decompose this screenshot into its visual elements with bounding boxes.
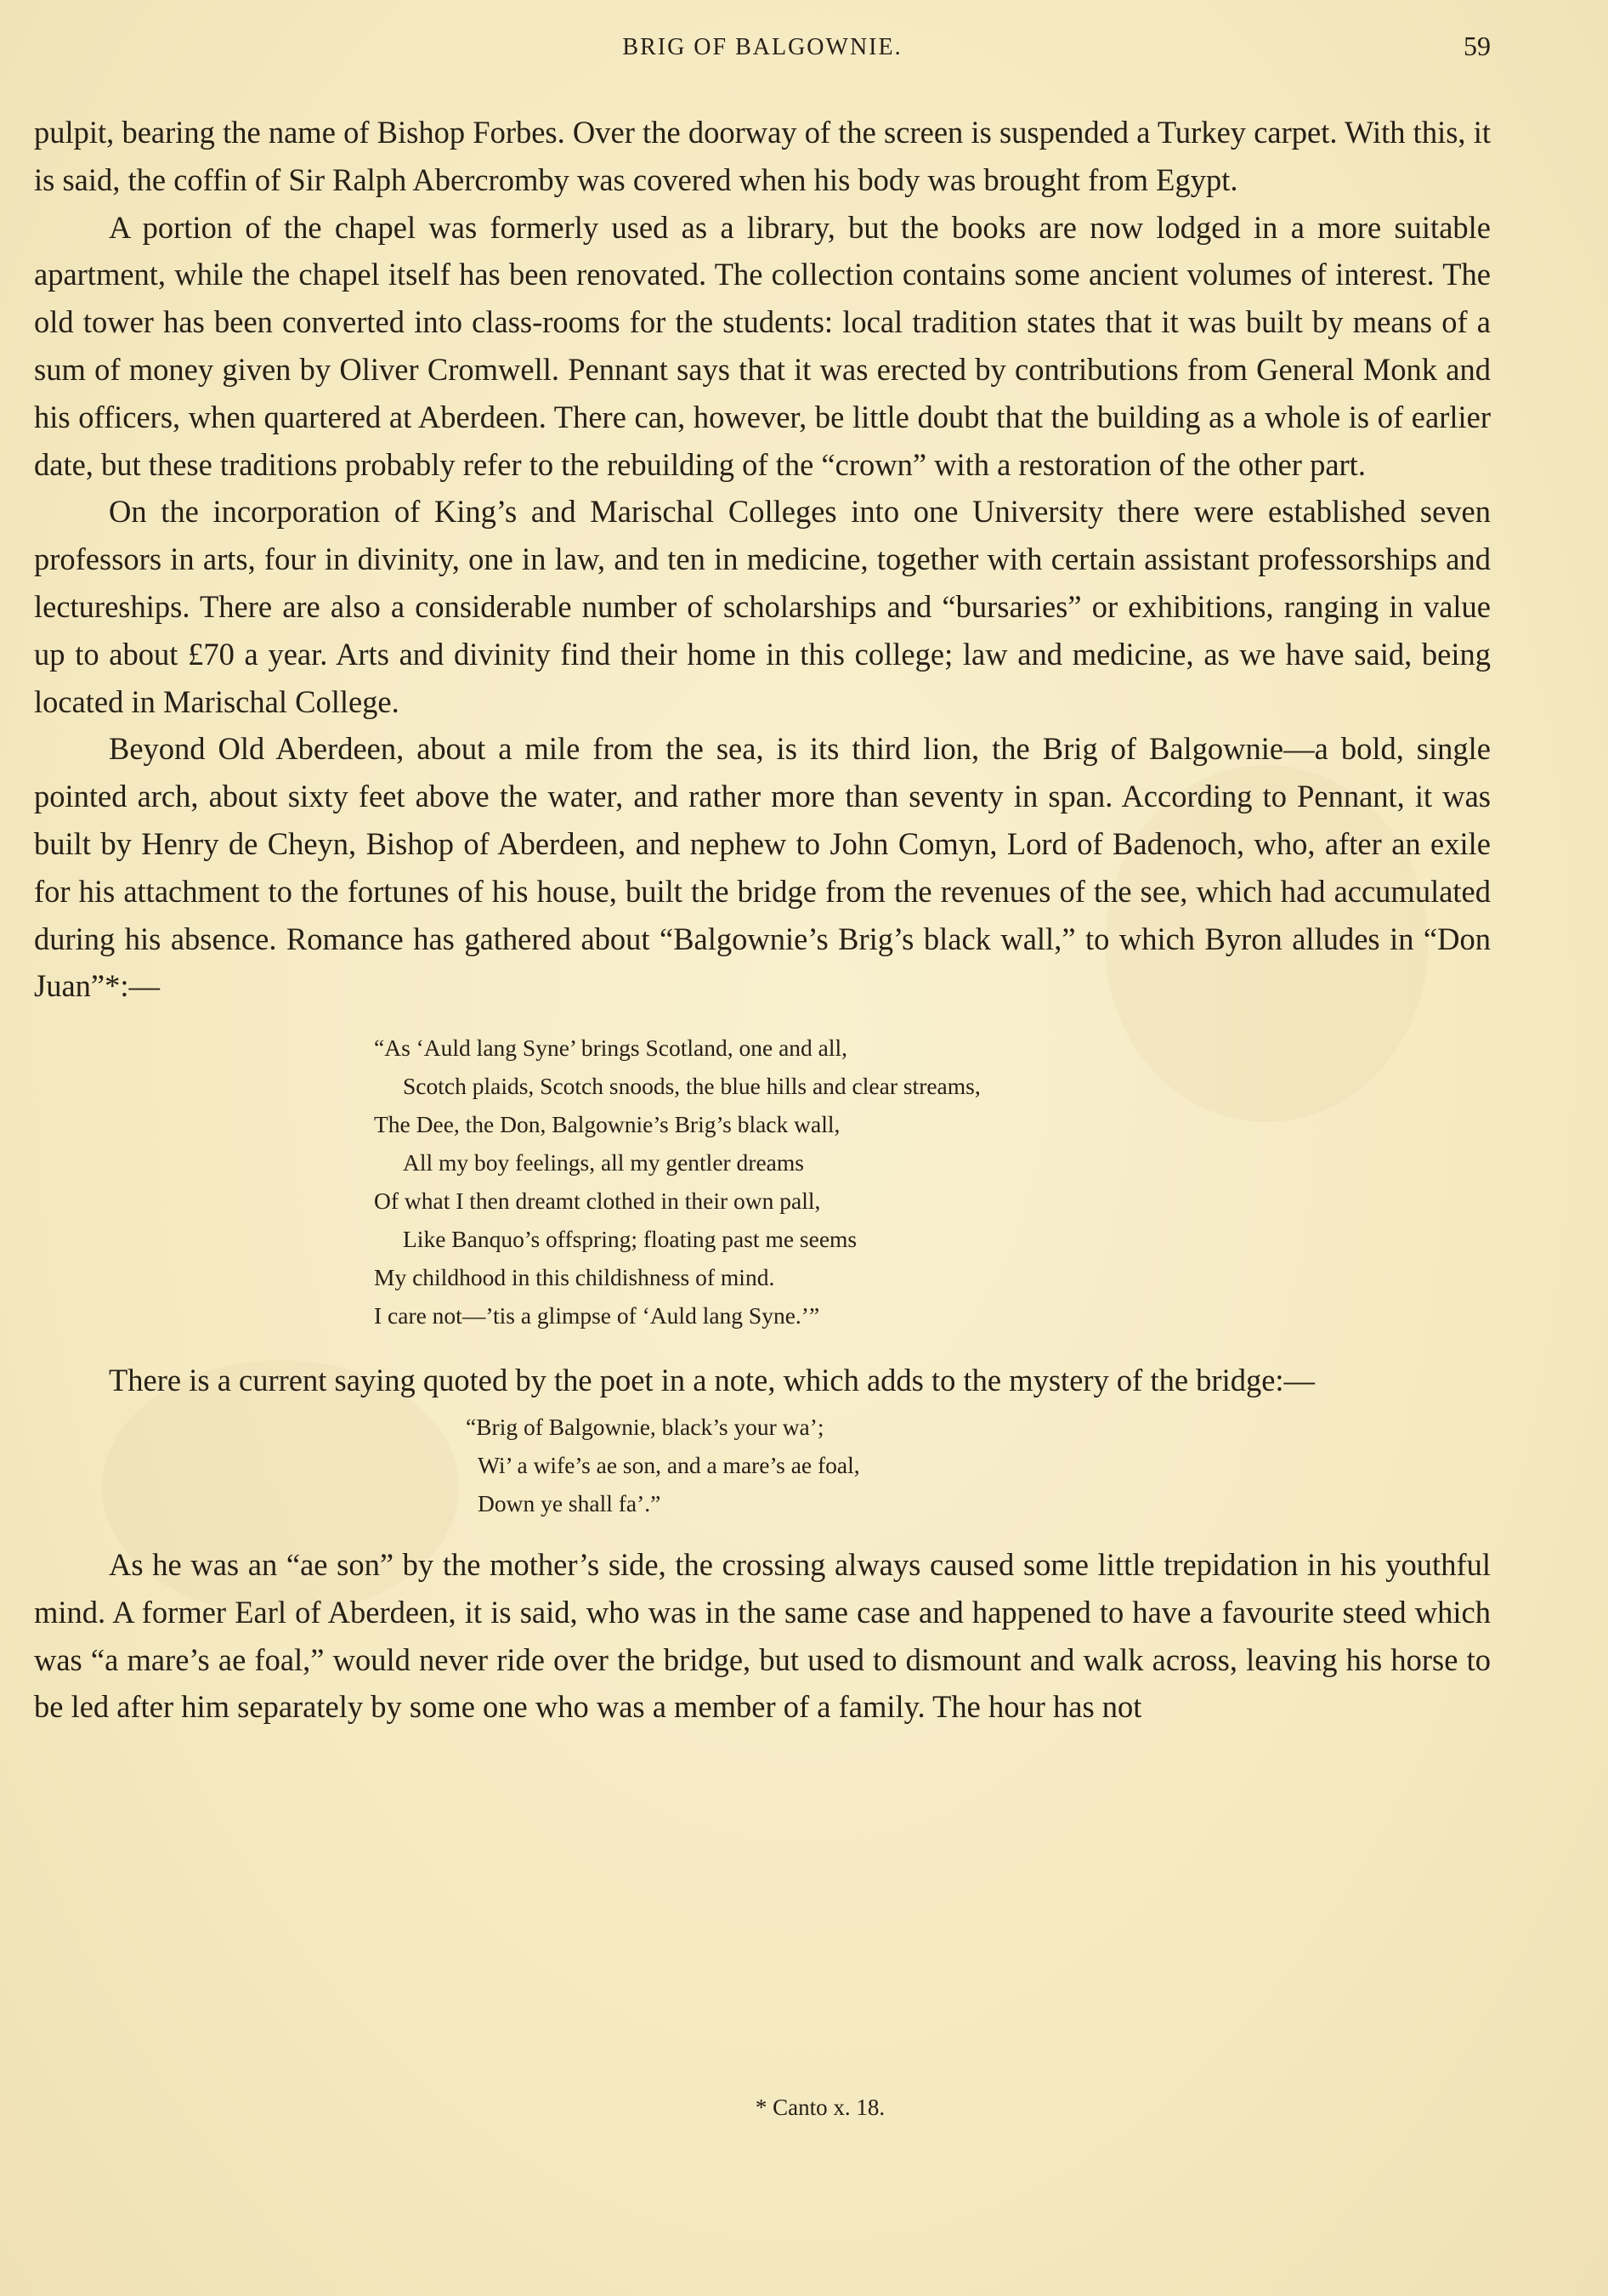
paragraph: On the incorporation of King’s and Marischal Colleges into one University there were established seven professors in arts, four in divinity, one in law, and ten in medicine, together with certain assistant professorships and lectureships. There are also a considerable number of scholarships and “bursaries” or exhibitions, ranging in value up to about £70 a year. Arts and divinity find their home in this college; law and medicine, as we have said, being located in Marischal College. [34, 494, 1491, 719]
verse-line: “As ‘Auld lang Syne’ brings Scotland, one and all, [374, 1035, 848, 1062]
running-title: BRIG OF BALGOWNIE. [622, 34, 903, 60]
paragraph: There is a current saying quoted by the poet in a note, which adds to the mystery of the bridge:— [109, 1363, 1316, 1398]
footnote: * Canto x. 18. [755, 2095, 886, 2120]
page-number: 59 [1464, 31, 1491, 61]
verse-line: The Dee, the Don, Balgownie’s Brig’s black wall, [374, 1111, 841, 1138]
paragraph: A portion of the chapel was formerly used as a library, but the books are now lodged in a more suitable apartment, while the chapel itself has been renovated. The collection contains some ancient volumes of interest. The old tower has been converted into class-rooms for the students: local tradition states that it was built by means of a sum of money given by Oliver Cromwell. Pennant says that it was erected by contributions from General Monk and his officers, when quartered at Aberdeen. There can, however, be little doubt that the building as a whole is of earlier date, but these traditions probably refer to the rebuilding of the “crown” with a restoration of the other part. [34, 209, 1491, 482]
verse-line: Wi’ a wife’s ae son, and a mare’s ae foal, [478, 1451, 860, 1478]
paragraph: As he was an “ae son” by the mother’s side, the crossing always caused some little trepidation in his youthful mind. A former Earl of Aberdeen, it is said, who was in the same case and happened to have a favourite steed which was “a mare’s ae foal,” would never ride over the bridge, but used to dismount and walk across, leaving his horse to be led after him separately by some one who was a member of a family. The hour has not [34, 1546, 1491, 1725]
verse-line: Of what I then dreamt clothed in their own pall, [374, 1188, 821, 1215]
byron-verse-quote [34, 1029, 1491, 1335]
verse-line: All my boy feelings, all my gentler dreams [403, 1149, 804, 1176]
verse-line: Like Banquo’s offspring; floating past me seems [403, 1226, 858, 1253]
paragraph: pulpit, bearing the name of Bishop Forbes. Over the doorway of the screen is suspended a Turkey carpet. With this, it is said, the coffin of Sir Ralph Abercromby was covered when his body was brought from Egypt. [34, 115, 1491, 197]
body-text [34, 109, 1491, 1731]
verse-line: “Brig of Balgownie, black’s your wa’; [466, 1413, 824, 1440]
saying-verse-quote [34, 1408, 1491, 1522]
verse-line: My childhood in this childishness of mind. [374, 1264, 775, 1291]
verse-line: I care not—’tis a glimpse of ‘Auld lang Syne.’” [374, 1302, 820, 1329]
verse-line: Scotch plaids, Scotch snoods, the blue hills and clear streams, [403, 1073, 981, 1100]
paragraph: Beyond Old Aberdeen, about a mile from the sea, is its third lion, the Brig of Balgownie—a bold, single pointed arch, about sixty feet above the water, and rather more than seventy in span. According to Pennant, it was built by Henry de Cheyn, Bishop of Aberdeen, and nephew to John Comyn, Lord of Badenoch, who, after an exile for his attachment to the fortunes of his house, built the bridge from the revenues of the see, which had accumulated during his absence. Romance has gathered about “Balgownie’s Brig’s black wall,” to which Byron alludes in “Don Juan”*:— [34, 731, 1491, 1004]
verse-line: Down ye shall fa’.” [478, 1489, 661, 1516]
page-header [34, 29, 1491, 70]
